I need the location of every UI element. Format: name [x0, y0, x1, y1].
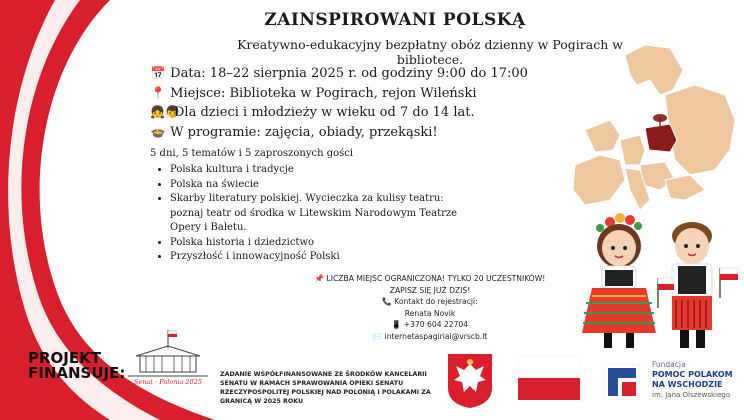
- foundation-name: [652, 360, 733, 400]
- detail-date-text: Data: 18–22 sierpnia 2025 r. od godziny 9:00 do 17:00: [170, 66, 528, 81]
- contact-name: Renata Novik: [404, 308, 456, 318]
- foundation-line2: POMOC POLAKOM: [652, 370, 733, 379]
- children-icon: 👧👦: [150, 105, 180, 119]
- project-funder-label: [28, 351, 125, 381]
- detail-age: [150, 103, 528, 123]
- europe-map-icon: [565, 40, 740, 215]
- topic-list: [150, 163, 470, 265]
- senate-logo: [118, 328, 213, 386]
- senate-logo-text: Senat · Polonia 2025: [134, 378, 202, 386]
- signup-cta: ZAPISZ SIĘ JUŻ DZIŚ!: [389, 285, 471, 295]
- foundation-line4: im. Jana Olszewskiego: [652, 391, 731, 399]
- list-item: • Skarby literatury polskiej. Wycieczka za kulisy teatru: poznaj teatr od środka w Litewskim Narodowym Teatrze Opery i Baletu.: [170, 192, 470, 236]
- list-item: • Polska na świecie: [170, 178, 470, 193]
- project-label-line1: PROJEKT: [28, 349, 101, 367]
- list-item: • Przyszłość i innowacyjność Polski: [170, 250, 470, 265]
- detail-place: [150, 84, 528, 104]
- list-item: • Polska kultura i tradycje: [170, 163, 470, 178]
- detail-date: [150, 64, 528, 84]
- detail-program-text: W programie: zajęcia, obiady, przekąski!: [170, 124, 438, 140]
- list-item: • Polska historia i dziedzictwo: [170, 236, 470, 251]
- program-intro: 5 dni, 5 tematów i 5 zaproszonych gości: [150, 148, 354, 159]
- detail-place-text: Miejsce: Biblioteka w Pogirach, rejon Wileński: [170, 85, 477, 101]
- page-subtitle: Kreatywno-edukacyjny bezpłatny obóz dzienny w Pogirach w bibliotece.: [237, 37, 623, 67]
- foundation-line1: Fundacja: [652, 360, 686, 369]
- foundation-logo-icon: [604, 364, 640, 400]
- calendar-icon: 📅: [150, 66, 166, 80]
- funding-statement: ZADANIE WSPÓŁFINANSOWANE ZE ŚRODKÓW KANCELARII SENATU W RAMACH SPRAWOWANIA OPIEKI SENATU RZECZYPOSPOLITEJ POLSKIEJ NAD POLONIĄ I POLAKAMI ZA GRANICĄ W 2025 ROKU: [220, 371, 431, 405]
- limit-notice: 📌 LICZBA MIEJSC OGRANICZONA! TYLKO 20 UCZESTNIKÓW!: [314, 274, 546, 283]
- foundation-line3: NA WSCHODZIE: [652, 380, 723, 389]
- event-details: [150, 64, 528, 142]
- contact-phone[interactable]: 📱 +370 604 22704: [391, 320, 469, 329]
- pin-icon: 📍: [150, 85, 166, 100]
- folk-children-illustration: [572, 208, 742, 358]
- bowl-icon: 🍲: [150, 124, 166, 139]
- poland-shape: [645, 124, 677, 152]
- contact-email[interactable]: ✉️ internetaspagiriai@vrscb.lt: [372, 331, 488, 341]
- contact-label: 📞 Kontakt do rejestracji:: [382, 297, 478, 306]
- polish-flag-icon: [518, 356, 580, 400]
- contact-block: [285, 273, 575, 342]
- project-label-line2: FINANSUJE:: [28, 364, 126, 382]
- page-title: ZAINSPIROWANI POLSKĄ: [264, 10, 526, 30]
- detail-age-text: Dla dzieci i młodzieży w wieku od 7 do 14 lat.: [174, 105, 475, 120]
- detail-program: [150, 123, 528, 143]
- polish-coat-of-arms-icon: [446, 352, 494, 410]
